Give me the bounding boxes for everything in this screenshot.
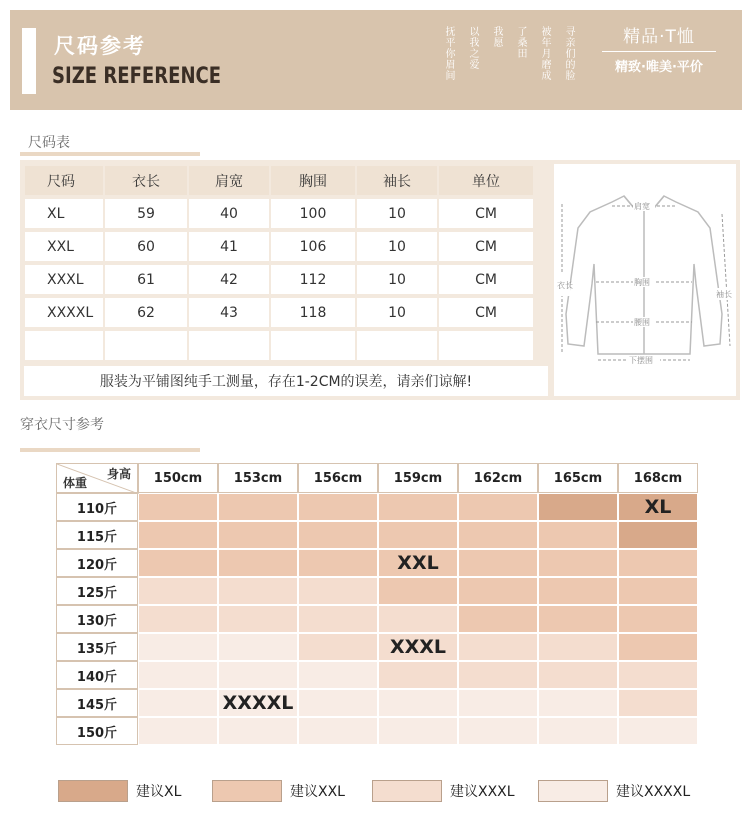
height-header: 150cm <box>138 463 218 493</box>
vertical-text-3: 我愿 <box>491 26 502 48</box>
cell-unit: CM <box>439 199 533 228</box>
fit-cell <box>538 605 618 633</box>
fit-cell <box>458 633 538 661</box>
weight-header: 150斤 <box>56 717 138 745</box>
weight-header: 130斤 <box>56 605 138 633</box>
fit-cell <box>378 549 458 577</box>
header-shoulder: 肩宽 <box>189 166 269 195</box>
fit-cell <box>458 689 538 717</box>
fit-table <box>56 463 698 745</box>
fit-cell <box>618 549 698 577</box>
brand-divider <box>602 51 716 52</box>
table-row <box>56 633 698 661</box>
fit-cell <box>618 493 698 521</box>
cell-shoulder: 40 <box>189 199 269 228</box>
corner-height-label: 身高 <box>106 467 131 481</box>
legend-label: 建议XXL <box>290 784 345 800</box>
fit-cell <box>378 633 458 661</box>
header-size: 尺码 <box>25 166 103 195</box>
fit-cell <box>458 493 538 521</box>
fit-cell <box>538 717 618 745</box>
fit-cell <box>218 633 298 661</box>
cell-size: XXXL <box>25 265 103 294</box>
vertical-text-5: 被年月磨成 <box>539 26 550 81</box>
fit-cell <box>218 521 298 549</box>
cell-empty <box>357 331 437 360</box>
measurement-note: 服装为平铺图纯手工测量，存在1-2CM的误差，请亲们谅解! <box>24 366 548 396</box>
fit-corner-cell <box>56 463 138 493</box>
header-chest: 胸围 <box>271 166 355 195</box>
fit-cell <box>218 493 298 521</box>
fit-cell <box>138 605 218 633</box>
fit-cell <box>378 689 458 717</box>
vertical-text-6: 寻亲们的脸 <box>563 26 574 81</box>
weight-header: 135斤 <box>56 633 138 661</box>
header-length: 衣长 <box>105 166 187 195</box>
label-shoulder: 肩宽 <box>634 202 650 211</box>
brand-subtitle: 精致·唯美·平价 <box>615 60 703 75</box>
size-section-underline <box>20 152 200 156</box>
legend-item-xxxxl <box>538 780 690 802</box>
fit-cell <box>298 549 378 577</box>
size-table-panel <box>20 160 740 400</box>
cell-length: 61 <box>105 265 187 294</box>
fit-cell <box>138 521 218 549</box>
cell-unit: CM <box>439 265 533 294</box>
table-row <box>56 549 698 577</box>
fit-cell <box>138 689 218 717</box>
cell-chest: 106 <box>271 232 355 261</box>
fit-cell <box>458 549 538 577</box>
fit-cell <box>298 661 378 689</box>
fit-cell <box>298 521 378 549</box>
fit-cell <box>298 493 378 521</box>
weight-header: 115斤 <box>56 521 138 549</box>
banner-title: 尺码参考 <box>54 34 146 58</box>
fit-cell <box>298 633 378 661</box>
fit-cell <box>618 633 698 661</box>
fit-cell <box>618 717 698 745</box>
weight-header: 140斤 <box>56 661 138 689</box>
fit-cell <box>138 633 218 661</box>
fit-cell <box>378 577 458 605</box>
fit-cell <box>298 605 378 633</box>
cell-empty <box>25 331 103 360</box>
fit-cell <box>138 549 218 577</box>
fit-cell <box>138 493 218 521</box>
corner-weight-label: 体重 <box>63 476 88 490</box>
table-row <box>24 296 548 329</box>
height-header: 156cm <box>298 463 378 493</box>
cell-shoulder: 41 <box>189 232 269 261</box>
table-row <box>56 577 698 605</box>
cell-sleeve: 10 <box>357 265 437 294</box>
table-row <box>56 717 698 745</box>
fit-cell <box>538 521 618 549</box>
fit-cell <box>458 521 538 549</box>
table-row <box>24 263 548 296</box>
table-row <box>24 197 548 230</box>
fit-cell <box>378 493 458 521</box>
vertical-text-2: 以我之爱 <box>467 26 478 70</box>
fit-cell <box>218 549 298 577</box>
cell-chest: 118 <box>271 298 355 327</box>
legend-item-xl <box>58 780 181 802</box>
table-row <box>56 661 698 689</box>
table-row-empty <box>24 329 548 362</box>
table-row <box>24 230 548 263</box>
fit-cell <box>538 549 618 577</box>
weight-header: 125斤 <box>56 577 138 605</box>
banner-accent-bar <box>22 28 36 94</box>
size-table-header <box>24 164 548 197</box>
label-chest: 胸围 <box>634 278 650 287</box>
label-length: 衣长 <box>557 281 573 290</box>
legend-label: 建议XXXL <box>450 784 515 800</box>
legend-label: 建议XXXXL <box>616 784 691 800</box>
fit-cell <box>618 577 698 605</box>
height-header: 168cm <box>618 463 698 493</box>
label-sleeve: 袖长 <box>716 290 732 299</box>
table-row <box>56 605 698 633</box>
size-table <box>24 164 548 362</box>
cell-sleeve: 10 <box>357 232 437 261</box>
vertical-text-4: 了桑田 <box>515 26 526 59</box>
size-section-title: 尺码表 <box>28 135 70 151</box>
fit-cell <box>218 689 298 717</box>
fit-cell <box>138 717 218 745</box>
header-unit: 单位 <box>439 166 533 195</box>
cell-size: XXL <box>25 232 103 261</box>
fit-cell <box>538 493 618 521</box>
table-row <box>56 689 698 717</box>
cell-size: XL <box>25 199 103 228</box>
cell-length: 62 <box>105 298 187 327</box>
cell-empty <box>189 331 269 360</box>
fit-cell <box>298 689 378 717</box>
height-header: 165cm <box>538 463 618 493</box>
weight-header: 110斤 <box>56 493 138 521</box>
fit-cell <box>378 661 458 689</box>
cell-shoulder: 43 <box>189 298 269 327</box>
height-header: 153cm <box>218 463 298 493</box>
cell-length: 60 <box>105 232 187 261</box>
fit-cell <box>218 661 298 689</box>
height-header: 162cm <box>458 463 538 493</box>
cell-chest: 100 <box>271 199 355 228</box>
cell-shoulder: 42 <box>189 265 269 294</box>
label-waist: 腰围 <box>634 318 650 327</box>
fit-cell <box>298 577 378 605</box>
cell-empty <box>105 331 187 360</box>
legend-swatch <box>58 780 128 802</box>
banner-subtitle: SIZE REFERENCE <box>52 64 222 89</box>
fit-cell <box>458 577 538 605</box>
height-header: 159cm <box>378 463 458 493</box>
brand-block <box>596 22 722 86</box>
fit-cell <box>298 717 378 745</box>
recommended-size-label: XXXXL <box>222 692 294 714</box>
cell-size: XXXXL <box>25 298 103 327</box>
fit-header-row <box>56 463 698 493</box>
fit-cell <box>618 661 698 689</box>
fit-cell <box>538 577 618 605</box>
recommended-size-label: XXXL <box>389 636 447 658</box>
fit-section-title: 穿衣尺寸参考 <box>20 417 104 433</box>
fit-section-underline <box>20 448 200 452</box>
shirt-measurement-diagram <box>554 164 736 396</box>
cell-length: 59 <box>105 199 187 228</box>
fit-cell <box>458 605 538 633</box>
weight-header: 120斤 <box>56 549 138 577</box>
fit-cell <box>378 521 458 549</box>
cell-sleeve: 10 <box>357 199 437 228</box>
fit-cell <box>618 521 698 549</box>
fit-cell <box>458 661 538 689</box>
fit-cell <box>618 689 698 717</box>
legend-swatch <box>212 780 282 802</box>
label-hem: 下摆围 <box>629 356 653 365</box>
recommended-size-label: XL <box>644 496 672 518</box>
header-banner <box>10 10 742 110</box>
fit-cell <box>458 717 538 745</box>
fit-cell <box>378 605 458 633</box>
fit-cell <box>618 605 698 633</box>
fit-cell <box>538 661 618 689</box>
cell-unit: CM <box>439 232 533 261</box>
fit-cell <box>138 661 218 689</box>
table-row <box>56 521 698 549</box>
fit-cell <box>218 717 298 745</box>
legend-item-xxl <box>212 780 345 802</box>
fit-cell <box>538 689 618 717</box>
shirt-outline-icon <box>554 164 736 396</box>
fit-cell <box>538 633 618 661</box>
fit-cell <box>378 717 458 745</box>
fit-cell <box>218 605 298 633</box>
fit-cell <box>218 577 298 605</box>
cell-empty <box>271 331 355 360</box>
legend-swatch <box>538 780 608 802</box>
brand-title: 精品·T恤 <box>623 27 695 47</box>
weight-header: 145斤 <box>56 689 138 717</box>
cell-sleeve: 10 <box>357 298 437 327</box>
fit-cell <box>138 577 218 605</box>
legend-swatch <box>372 780 442 802</box>
vertical-text-1: 抚平你眉间 <box>443 26 454 81</box>
cell-unit: CM <box>439 298 533 327</box>
recommended-size-label: XXL <box>397 552 439 574</box>
cell-empty <box>439 331 533 360</box>
cell-chest: 112 <box>271 265 355 294</box>
legend-label: 建议XL <box>136 784 182 800</box>
table-row <box>56 493 698 521</box>
legend-item-xxxl <box>372 780 515 802</box>
header-sleeve: 袖长 <box>357 166 437 195</box>
